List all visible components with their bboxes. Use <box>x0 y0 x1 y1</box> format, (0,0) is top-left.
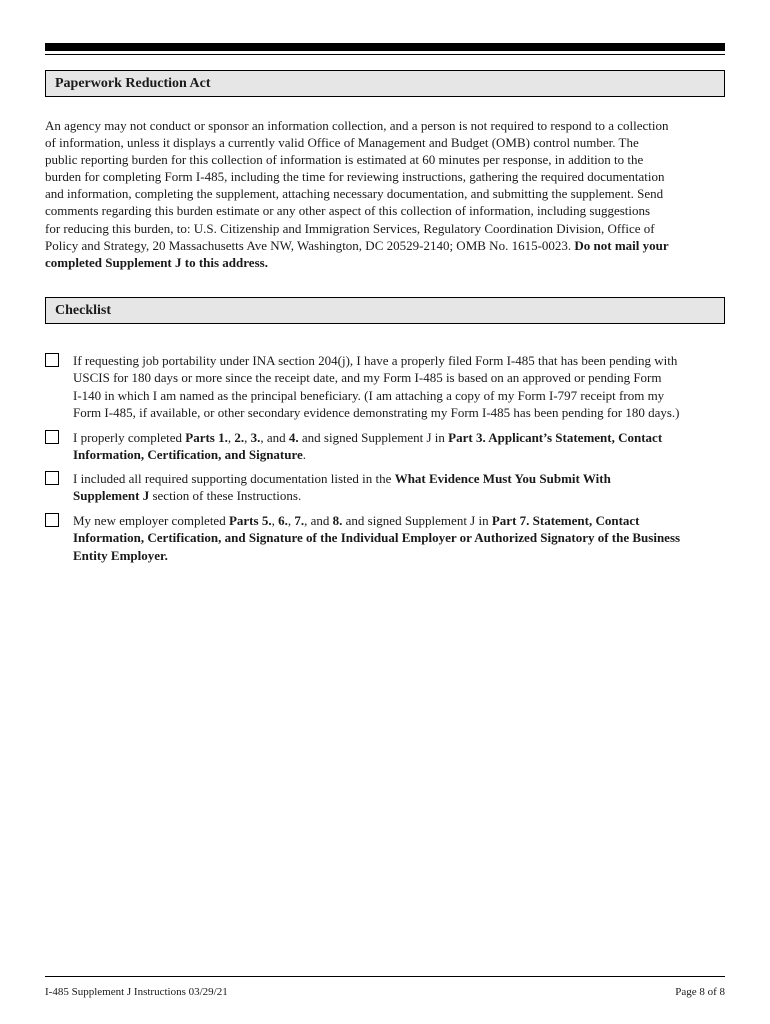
footer-page-number: Page 8 of 8 <box>675 986 725 998</box>
checklist-checkbox-1[interactable] <box>45 353 59 367</box>
item-4-bold-part: Parts 5. <box>228 513 272 528</box>
item-2-text-part: and signed Supplement J in <box>298 430 449 445</box>
checklist-checkbox-2[interactable] <box>45 430 59 444</box>
item-4-bold-part: Part 7. Statement, Contact Information, Certification, and Signature of the Individual Employer or Authorized Signatory of the Business Entity Employer. <box>73 513 681 563</box>
checklist-heading-text: Checklist <box>55 303 111 318</box>
item-3-text-part: I included all required supporting documentation listed in the <box>73 471 395 486</box>
checklist-heading <box>45 297 725 324</box>
footer-form-label: I-485 Supplement J Instructions 03/29/21 <box>45 986 228 998</box>
item-2-bold-part: 3. <box>250 430 261 445</box>
footer-rule <box>45 976 725 977</box>
item-2-text-part: , and <box>260 430 289 445</box>
item-4-bold-part: 8. <box>332 513 343 528</box>
item-4-text-part: , <box>287 513 295 528</box>
item-2-bold-part: Parts 1. <box>185 430 228 445</box>
paperwork-body: An agency may not conduct or sponsor an information collection, and a person is not required to respond to a collection of information, unless it displays a currently valid Office of Management and Budget (OMB) control number. The public reporting burden for this collection of information is estimated at 60 minutes per response, in addition to the burden for completing Form I-485, including the time for reviewing instructions, gathering the required documentation and information, completing the supplement, attaching necessary documentation, and submitting the supplement. Send comments regarding this burden estimate or any other aspect of this collection of information, including suggestions for reducing this burden, to: U.S. Citizenship and Immigration Services, Regulatory Coordination Division, Office of Policy and Strategy, 20 Massachusetts Ave NW, Washington, DC 20529-2140; OMB No. 1615-0023. <box>45 118 669 253</box>
item-4-text-part: , <box>271 513 279 528</box>
top-rule-thick <box>45 43 725 51</box>
item-2-bold-part: 2. <box>234 430 245 445</box>
checklist-item-1-text: If requesting job portability under INA section 204(j), I have a properly filed Form I-485 that has been pending with USCIS for 180 days or more since the receipt date, and my Form I-485 is based on an approved or pending Form I-140 in which I am named as the principal beneficiary. (I am attaching a copy of my Form I-797 receipt from my Form I-485, if available, or other secondary evidence demonstrating my Form I-485 has been pending for 180 days.) <box>73 353 680 421</box>
item-2-text-part: I properly completed <box>73 430 186 445</box>
paperwork-heading <box>45 70 725 97</box>
checklist-checkbox-4[interactable] <box>45 513 59 527</box>
checklist-checkbox-3[interactable] <box>45 471 59 485</box>
item-2-text-part: , <box>244 430 251 445</box>
checklist-item-2-text <box>73 429 733 464</box>
item-4-text-part: , and <box>304 513 333 528</box>
top-rule-thin <box>45 54 725 55</box>
item-4-text-part: and signed Supplement J in <box>342 513 492 528</box>
item-2-text-part: . <box>302 447 307 463</box>
checklist-item-3-text <box>73 470 733 505</box>
item-3-text-part: section of these Instructions. <box>149 488 302 504</box>
item-4-bold-part: 6. <box>278 513 288 528</box>
item-4-text-part: My new employer completed <box>73 513 229 528</box>
item-4-bold-part: 7. <box>294 513 305 528</box>
item-2-text-part: , <box>227 430 235 445</box>
paperwork-bold-ending: Do not mail your completed Supplement J to this address. <box>45 237 669 270</box>
item-2-bold-part: Part 3. Applicant’s Statement, Contact Information, Certification, and Signature <box>73 430 663 463</box>
checklist-item-4-text <box>73 512 733 564</box>
paperwork-paragraph <box>45 117 725 271</box>
item-2-bold-part: 4. <box>288 430 299 445</box>
item-3-bold-part: What Evidence Must You Submit With Supplement J <box>73 471 611 504</box>
paperwork-heading-text: Paperwork Reduction Act <box>55 76 211 91</box>
